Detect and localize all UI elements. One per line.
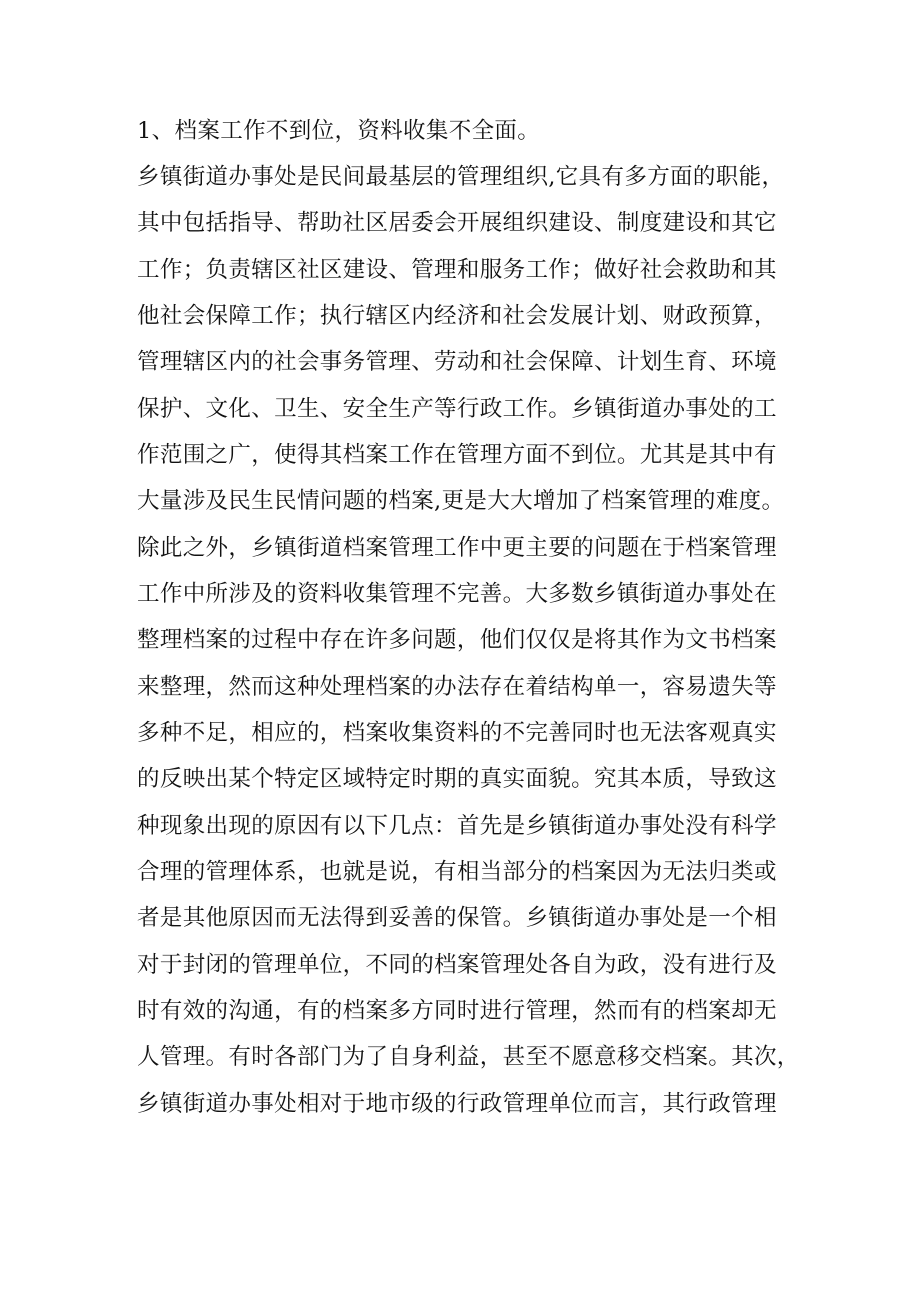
- paragraph-line: 工作；负责辖区社区建设、管理和服务工作；做好社会救助和其: [137, 257, 777, 283]
- paragraph-line: 人管理。有时各部门为了自身利益，甚至不愿意移交档案。其次，: [137, 1044, 800, 1070]
- paragraph-line: 管理辖区内的社会事务管理、劳动和社会保障、计划生育、环境: [137, 349, 777, 375]
- paragraph-line: 多种不足，相应的，档案收集资料的不完善同时也无法客观真实: [137, 720, 777, 746]
- paragraph-line: 其中包括指导、帮助社区居委会开展组织建设、制度建设和其它: [137, 210, 777, 236]
- paragraph-line: 时有效的沟通，有的档案多方同时进行管理，然而有的档案却无: [137, 998, 777, 1024]
- paragraph-line: 大量涉及民生民情问题的档案,更是大大增加了档案管理的难度。: [137, 488, 785, 514]
- paragraph-line: 来整理，然而这种处理档案的办法存在着结构单一，容易遗失等: [137, 674, 777, 700]
- paragraph-line: 工作中所涉及的资料收集管理不完善。大多数乡镇街道办事处在: [137, 581, 777, 607]
- paragraph-line: 乡镇街道办事处相对于地市级的行政管理单位而言，其行政管理: [137, 1091, 777, 1117]
- section-heading: 1、档案工作不到位，资料收集不全面。: [137, 118, 541, 144]
- paragraph-line: 种现象出现的原因有以下几点：首先是乡镇街道办事处没有科学: [137, 813, 777, 839]
- paragraph-line: 作范围之广，使得其档案工作在管理方面不到位。尤其是其中有: [137, 442, 777, 468]
- paragraph-line: 整理档案的过程中存在许多问题，他们仅仅是将其作为文书档案: [137, 627, 777, 653]
- paragraph-line: 他社会保障工作；执行辖区内经济和社会发展计划、财政预算，: [137, 303, 777, 329]
- paragraph-line: 的反映出某个特定区域特定时期的真实面貌。究其本质，导致这: [137, 766, 777, 792]
- paragraph-line: 除此之外，乡镇街道档案管理工作中更主要的问题在于档案管理: [137, 535, 777, 561]
- paragraph-line: 乡镇街道办事处是民间最基层的管理组织,它具有多方面的职能，: [137, 164, 785, 190]
- paragraph-line: 对于封闭的管理单位，不同的档案管理处各自为政，没有进行及: [137, 952, 777, 978]
- paragraph-line: 者是其他原因而无法得到妥善的保管。乡镇街道办事处是一个相: [137, 905, 777, 931]
- paragraph-line: 保护、文化、卫生、安全生产等行政工作。乡镇街道办事处的工: [137, 396, 777, 422]
- paragraph-line: 合理的管理体系，也就是说，有相当部分的档案因为无法归类或: [137, 859, 777, 885]
